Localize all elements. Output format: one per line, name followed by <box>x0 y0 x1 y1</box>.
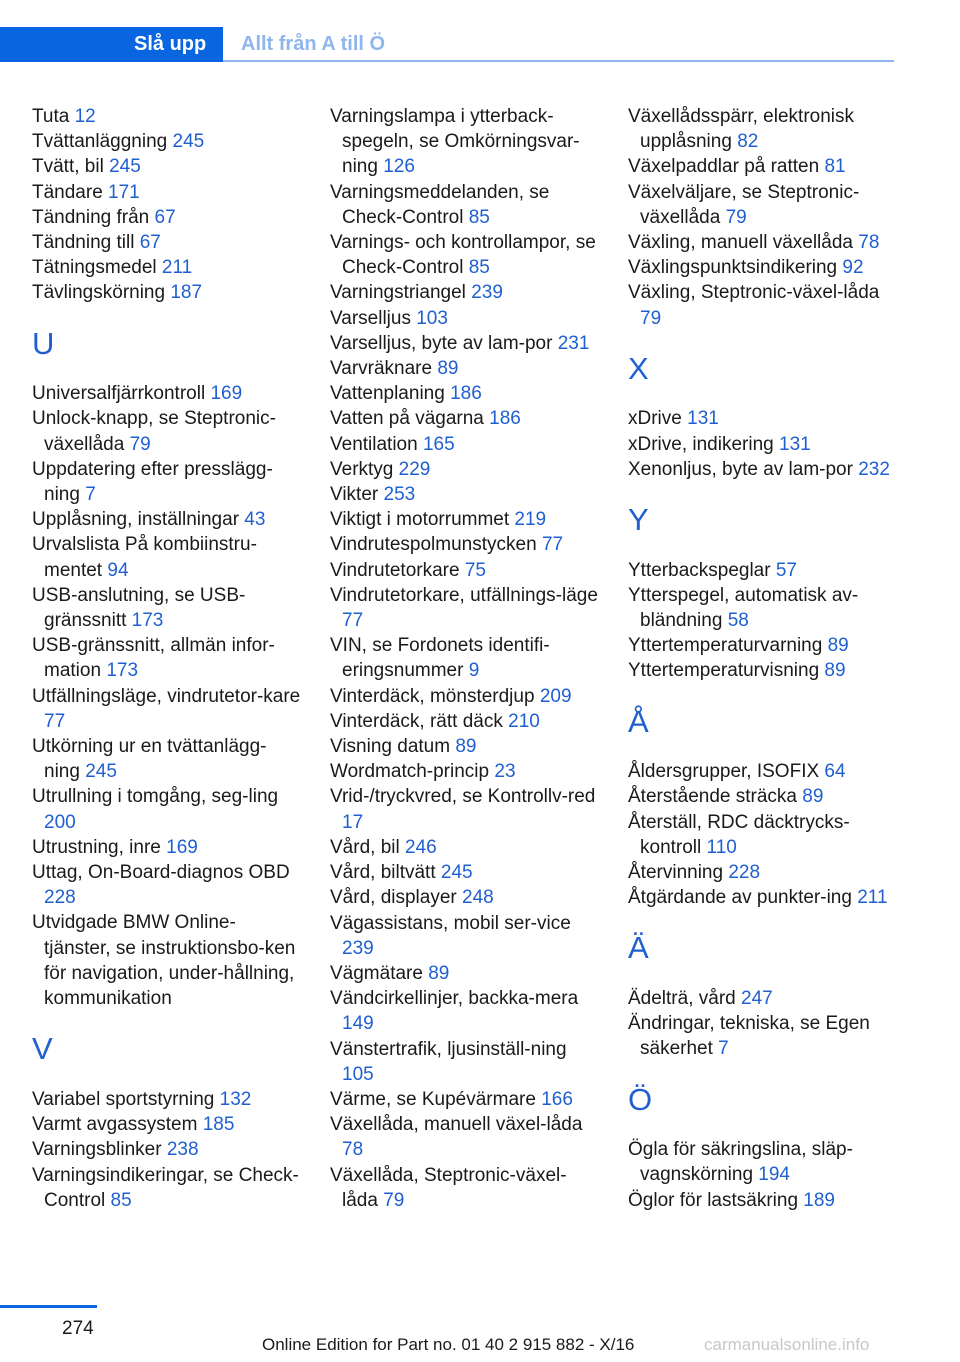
index-page-link[interactable]: 187 <box>170 282 203 304</box>
index-page-link[interactable]: 245 <box>172 131 205 153</box>
index-page-link[interactable]: 89 <box>455 736 477 758</box>
index-page-link[interactable]: 89 <box>827 635 849 657</box>
index-page-link[interactable]: 189 <box>803 1189 835 1211</box>
index-entry-term: Återvinning <box>628 862 729 884</box>
index-entry-term: Upplåsning, inställningar <box>32 509 245 531</box>
index-page-link[interactable]: 253 <box>383 484 416 506</box>
index-page-link[interactable]: 67 <box>139 232 161 254</box>
index-page-link[interactable]: 43 <box>244 509 266 531</box>
index-letter-heading: U <box>32 325 55 361</box>
index-page-link[interactable]: 165 <box>422 433 455 455</box>
index-entry-term: Uttag, On-Board-diagnos OBD <box>32 862 290 884</box>
index-page-link[interactable]: 89 <box>437 358 459 380</box>
index-page-link[interactable]: 89 <box>824 660 846 682</box>
index-entry-term: Växling, manuell växellåda <box>628 232 859 254</box>
index-entry-term: Utkörning ur en tvättanlägg-ning <box>32 736 267 783</box>
index-page-link[interactable]: 89 <box>428 962 450 984</box>
index-entry-term: Wordmatch-princip <box>330 761 495 783</box>
index-entry-term: Växellåda, manuell växel-låda <box>330 1114 583 1136</box>
index-entry-term: VIN, se Fordonets identifi-eringsnummer <box>330 635 550 682</box>
index-entry <box>628 810 898 860</box>
index-entry <box>628 1137 898 1187</box>
index-page-link[interactable]: 79 <box>725 206 747 228</box>
index-entry <box>32 910 302 1011</box>
index-page-link[interactable]: 58 <box>727 610 749 632</box>
index-entry-term: Tvätt, bil <box>32 156 110 178</box>
index-entry <box>628 558 898 583</box>
index-entry-term: USB-anslutning, se USB-gränssnitt <box>32 584 246 632</box>
index-entry <box>330 406 600 431</box>
index-page-link[interactable]: 78 <box>858 232 880 254</box>
index-entry <box>330 1112 600 1162</box>
index-entry-term: Vindrutetorkare, utfällnings-läge <box>330 584 598 606</box>
index-entry <box>330 331 600 356</box>
index-entry <box>32 154 302 179</box>
index-entry <box>628 986 898 1011</box>
index-column-1 <box>32 104 302 1213</box>
index-entry-term: Utrustning, inre <box>32 836 167 858</box>
index-entry <box>330 911 600 961</box>
index-entry <box>330 986 600 1036</box>
index-entry <box>32 205 302 230</box>
index-entry-term: Vägassistans, mobil ser-vice <box>330 912 571 934</box>
index-entry-term: Vård, displayer <box>330 887 463 909</box>
index-entry <box>32 180 302 205</box>
index-entry <box>32 507 302 532</box>
index-entry-term: Växling, Steptronic-växel-låda <box>628 282 880 304</box>
index-entry-term: Växellåda, Steptronic-växel-låda <box>330 1164 567 1211</box>
index-entry-term: Variabel sportstyrning <box>32 1088 220 1110</box>
index-page-link[interactable]: 89 <box>802 786 824 808</box>
index-entry <box>330 885 600 910</box>
index-entry-term: Vattenplaning <box>330 383 451 405</box>
index-entry-term: Vinterdäck, mönsterdjup <box>330 685 540 707</box>
index-letter-heading: Ö <box>628 1081 653 1117</box>
index-entry-term: Utvidgade BMW Online-tjänster, se instruktionsbo-ken för navigation, under-hållning, kommunikation <box>32 912 296 1010</box>
index-entry <box>628 230 898 255</box>
index-entry-term: Ventilation <box>330 433 423 455</box>
index-page-link[interactable]: 64 <box>824 761 846 783</box>
index-entry <box>330 684 600 709</box>
index-entry <box>628 658 898 683</box>
index-page-link[interactable]: 110 <box>706 836 737 858</box>
index-entry-term: Vändcirkellinjer, backka-mera <box>330 988 579 1010</box>
index-entry <box>330 860 600 885</box>
index-entry <box>628 457 898 482</box>
index-page-link[interactable]: 57 <box>775 559 797 581</box>
index-entry <box>330 280 600 305</box>
index-entry-term: Yttertemperaturvisning <box>628 660 825 682</box>
index-page-link[interactable]: 79 <box>129 433 151 455</box>
header-bar <box>0 0 894 62</box>
index-entry <box>32 457 302 507</box>
index-page-link[interactable]: 186 <box>450 383 482 405</box>
index-page-link[interactable]: 200 <box>44 811 76 833</box>
index-page-link[interactable]: 245 <box>85 761 117 783</box>
page-number: 274 <box>62 1318 94 1339</box>
index-page-link[interactable]: 149 <box>342 1013 374 1035</box>
index-page-link[interactable]: 229 <box>398 458 431 480</box>
index-entry-term: Varningsindikeringar, se Check-Control <box>32 1164 299 1211</box>
index-entry <box>32 1087 302 1112</box>
index-page-link[interactable]: 248 <box>462 887 494 909</box>
index-page-link[interactable]: 75 <box>464 559 486 581</box>
index-page-link[interactable]: 209 <box>539 685 572 707</box>
index-entry-term: Tändning från <box>32 206 155 228</box>
index-entry-term: Åldersgrupper, ISOFIX <box>628 761 825 783</box>
index-page-link[interactable]: 246 <box>404 836 437 858</box>
index-page-link[interactable]: 17 <box>342 811 364 833</box>
watermark: carmanualsonline.info <box>704 1335 870 1354</box>
index-entry-term: Universalfjärrkontroll <box>32 383 211 405</box>
index-page-link[interactable]: 67 <box>154 206 176 228</box>
index-entry <box>32 406 302 456</box>
index-entry <box>330 784 600 834</box>
index-entry-term: Varselljus <box>330 307 417 329</box>
index-page-link[interactable]: 9 <box>468 660 480 682</box>
index-entry <box>32 129 302 154</box>
index-entry <box>330 432 600 457</box>
index-entry-term: Återställ, RDC däcktrycks-kontroll <box>628 811 850 858</box>
index-entry-term: Xenonljus, byte av lam-por <box>628 458 859 480</box>
index-page-link[interactable]: 94 <box>107 559 129 581</box>
index-page-link[interactable]: 219 <box>514 509 547 531</box>
index-entry-term: Vindrutetorkare <box>330 559 465 581</box>
index-entry <box>32 734 302 784</box>
index-entry <box>628 885 898 910</box>
index-entry-term: Tätningsmedel <box>32 257 162 279</box>
index-entry <box>628 180 898 230</box>
index-page-link[interactable]: 103 <box>416 307 448 329</box>
index-entry-term: Varvräknare <box>330 358 438 380</box>
index-page-link[interactable]: 210 <box>508 710 540 732</box>
index-page-link[interactable]: 239 <box>471 282 503 304</box>
index-letter-heading: X <box>628 350 649 386</box>
index-entry <box>32 1163 302 1213</box>
index-page-link[interactable]: 247 <box>741 988 773 1010</box>
index-page-link[interactable]: 23 <box>494 761 516 783</box>
index-page-link[interactable]: 238 <box>166 1139 199 1161</box>
index-page-link[interactable]: 169 <box>166 836 198 858</box>
index-entry <box>628 432 898 457</box>
index-entry-term: Utrullning i tomgång, seg-ling <box>32 786 279 808</box>
index-entry <box>32 1112 302 1137</box>
index-page-link[interactable]: 82 <box>737 131 759 153</box>
index-entry <box>32 860 302 910</box>
index-entry-term: Varningstriangel <box>330 282 472 304</box>
index-page-link[interactable]: 79 <box>640 307 662 329</box>
index-page-link[interactable]: 228 <box>44 887 76 909</box>
index-page-link[interactable]: 173 <box>106 660 139 682</box>
index-entry <box>628 583 898 633</box>
index-entry-term: Ytterspegel, automatisk av-bländning <box>628 584 859 632</box>
index-entry-term: Vikter <box>330 484 384 506</box>
index-page-link[interactable]: 7 <box>718 1038 729 1060</box>
index-column-2 <box>330 104 600 1213</box>
index-entry-term: Ändringar, tekniska, se Egen säkerhet <box>628 1013 870 1060</box>
edition-text: Online Edition for Part no. 01 40 2 915 882 - X/16 <box>262 1335 635 1354</box>
tab-a-to-z[interactable]: Allt från A till Ö <box>223 27 894 62</box>
index-page-link[interactable]: 185 <box>202 1114 235 1136</box>
index-page-link[interactable]: 166 <box>541 1088 573 1110</box>
index-page-link[interactable]: 211 <box>161 257 193 279</box>
index-page-link[interactable]: 232 <box>858 458 890 480</box>
index-entry-term: Ädelträ, vård <box>628 988 741 1010</box>
index-page-link[interactable]: 105 <box>342 1063 374 1085</box>
index-entry-term: Växellådsspärr, elektronisk upplåsning <box>628 106 854 153</box>
index-entry <box>330 230 600 280</box>
index-entry-term: Tändning till <box>32 232 140 254</box>
index-page-link[interactable]: 77 <box>342 610 364 632</box>
index-entry-term: Tvättanläggning <box>32 131 173 153</box>
index-page-link[interactable]: 77 <box>44 710 66 732</box>
index-entry <box>330 1037 600 1087</box>
index-page-link[interactable]: 126 <box>383 156 415 178</box>
index-entry <box>330 482 600 507</box>
index-entry-term: USB-gränssnitt, allmän infor-mation <box>32 635 275 682</box>
index-entry-term: Vinterdäck, rätt däck <box>330 710 509 732</box>
index-page-link[interactable]: 77 <box>541 534 564 556</box>
index-page-link[interactable]: 231 <box>557 332 590 354</box>
index-page-link[interactable]: 171 <box>108 181 140 203</box>
index-entry-term: Varmt avgassystem <box>32 1114 203 1136</box>
index-entry-term: Varnings- och kontrollampor, se Check-Control <box>330 232 596 279</box>
index-entry <box>330 104 600 180</box>
index-entry <box>32 104 302 129</box>
index-entry-term: Värme, se Kupévärmare <box>330 1088 542 1110</box>
index-entry <box>330 835 600 860</box>
index-entry-term: Urvalslista På kombiinstru-mentet <box>32 534 257 581</box>
index-entry <box>330 759 600 784</box>
index-entry-term: Ögla för säkringslina, släp-vagnskörning <box>628 1139 853 1186</box>
index-entry-term: Vänstertrafik, ljusinställ-ning <box>330 1038 567 1060</box>
index-entry-term: Återstående sträcka <box>628 786 803 808</box>
index-entry <box>32 633 302 683</box>
index-entry <box>330 532 600 557</box>
index-entry <box>628 860 898 885</box>
index-column-3 <box>628 104 898 1213</box>
index-letter-heading: Å <box>628 703 649 739</box>
index-page-link[interactable]: 169 <box>210 383 243 405</box>
index-entry-term: Varningsblinker <box>32 1139 167 1161</box>
index-page-link[interactable]: 78 <box>342 1139 364 1161</box>
index-entry-term: Unlock-knapp, se Steptronic-växellåda <box>32 408 276 455</box>
index-entry <box>628 759 898 784</box>
index-page-link[interactable]: 211 <box>857 887 888 909</box>
index-entry <box>32 684 302 734</box>
index-entry-term: Yttertemperaturvarning <box>628 635 828 657</box>
index-entry <box>330 507 600 532</box>
index-entry <box>330 180 600 230</box>
index-page-link[interactable]: 245 <box>440 862 473 884</box>
index-entry <box>32 532 302 582</box>
index-entry-term: xDrive <box>628 408 688 430</box>
index-entry-term: Vård, bil <box>330 836 405 858</box>
index-page-link[interactable]: 12 <box>74 106 96 127</box>
index-entry <box>628 1011 898 1061</box>
index-page-link[interactable]: 228 <box>728 862 761 884</box>
index-entry <box>628 104 898 154</box>
index-entry <box>628 633 898 658</box>
index-entry <box>330 734 600 759</box>
index-entry <box>628 406 898 431</box>
index-page-link[interactable]: 239 <box>342 937 374 959</box>
index-entry-term: Växlingspunktsindikering <box>628 257 843 279</box>
index-entry <box>330 583 600 633</box>
index-entry-term: Vård, biltvätt <box>330 862 441 884</box>
index-entry <box>330 356 600 381</box>
index-page-link[interactable]: 85 <box>468 257 490 279</box>
index-entry-term: Vatten på vägarna <box>330 408 490 430</box>
index-entry-term: Vägmätare <box>330 962 429 984</box>
index-entry-term: Tändare <box>32 181 109 203</box>
index-entry-term: Uppdatering efter presslägg-ning <box>32 458 273 506</box>
index-entry-term: Varningsmeddelanden, se Check-Control <box>330 181 550 228</box>
index-entry-term: Åtgärdande av punkter-ing <box>628 887 858 909</box>
index-page-link[interactable]: 79 <box>383 1189 405 1211</box>
index-page-link[interactable]: 245 <box>109 156 141 178</box>
index-entry-term: Visning datum <box>330 736 456 758</box>
index-entry-term: Öglor för lastsäkring <box>628 1189 804 1211</box>
index-letter-heading: V <box>32 1031 53 1067</box>
index-entry <box>628 1188 898 1213</box>
index-entry <box>330 558 600 583</box>
index-page-link[interactable]: 92 <box>842 257 864 279</box>
index-entry <box>32 381 302 406</box>
index-page-link[interactable]: 131 <box>779 433 811 455</box>
index-entry <box>32 230 302 255</box>
footer-accent-line <box>0 1305 97 1308</box>
index-letter-heading: Ä <box>628 930 649 966</box>
index-page-link[interactable]: 131 <box>687 408 719 430</box>
index-page-link[interactable]: 194 <box>758 1164 790 1186</box>
index-entry <box>32 280 302 305</box>
index-page-link[interactable]: 81 <box>824 156 846 178</box>
index-entry <box>32 1137 302 1162</box>
index-entry <box>330 633 600 683</box>
index-entry <box>628 784 898 809</box>
index-entry-term: Tävlingskörning <box>32 282 171 304</box>
index-letter-heading: Y <box>628 502 649 538</box>
index-entry-term: Växelpaddlar på ratten <box>628 156 825 178</box>
index-page-link[interactable]: 173 <box>131 610 164 632</box>
index-entry <box>32 784 302 834</box>
index-entry-term: Vrid-/tryckvred, se Kontrollv-red <box>330 786 596 808</box>
index-entry-term: Växelväljare, se Steptronic-växellåda <box>628 181 860 228</box>
index-entry <box>330 1163 600 1213</box>
index-entry-term: Viktigt i motorrummet <box>330 509 515 531</box>
index-entry-term: Verktyg <box>330 458 399 480</box>
index-entry <box>628 255 898 280</box>
index-entry-term: Varningslampa i ytterback-spegeln, se Omkörningsvar-ning <box>330 106 580 178</box>
index-entry-term: Ytterbackspeglar <box>628 559 776 581</box>
index-entry-term: xDrive, indikering <box>628 433 779 455</box>
index-page-link[interactable]: 85 <box>110 1189 132 1211</box>
index-entry-term: Tuta <box>32 106 75 127</box>
index-page-link[interactable]: 132 <box>219 1088 252 1110</box>
index-entry <box>330 1087 600 1112</box>
index-entry <box>330 381 600 406</box>
index-entry <box>330 457 600 482</box>
index-entry <box>330 709 600 734</box>
index-entry-term: Utfällningsläge, vindrutetor-kare <box>32 685 301 707</box>
index-entry <box>32 255 302 280</box>
tab-lookup[interactable]: Slå upp <box>0 27 223 62</box>
index-page-link[interactable]: 85 <box>468 206 490 228</box>
index-entry <box>628 154 898 179</box>
index-entry <box>32 835 302 860</box>
index-page-link[interactable]: 7 <box>85 484 96 506</box>
index-entry <box>32 583 302 633</box>
index-entry-term: Vindrutespolmunstycken <box>330 534 542 556</box>
index-page-link[interactable]: 186 <box>489 408 521 430</box>
index-entry <box>330 961 600 986</box>
index-entry <box>330 306 600 331</box>
index-entry-term: Varselljus, byte av lam-por <box>330 332 558 354</box>
index-entry <box>628 280 898 330</box>
